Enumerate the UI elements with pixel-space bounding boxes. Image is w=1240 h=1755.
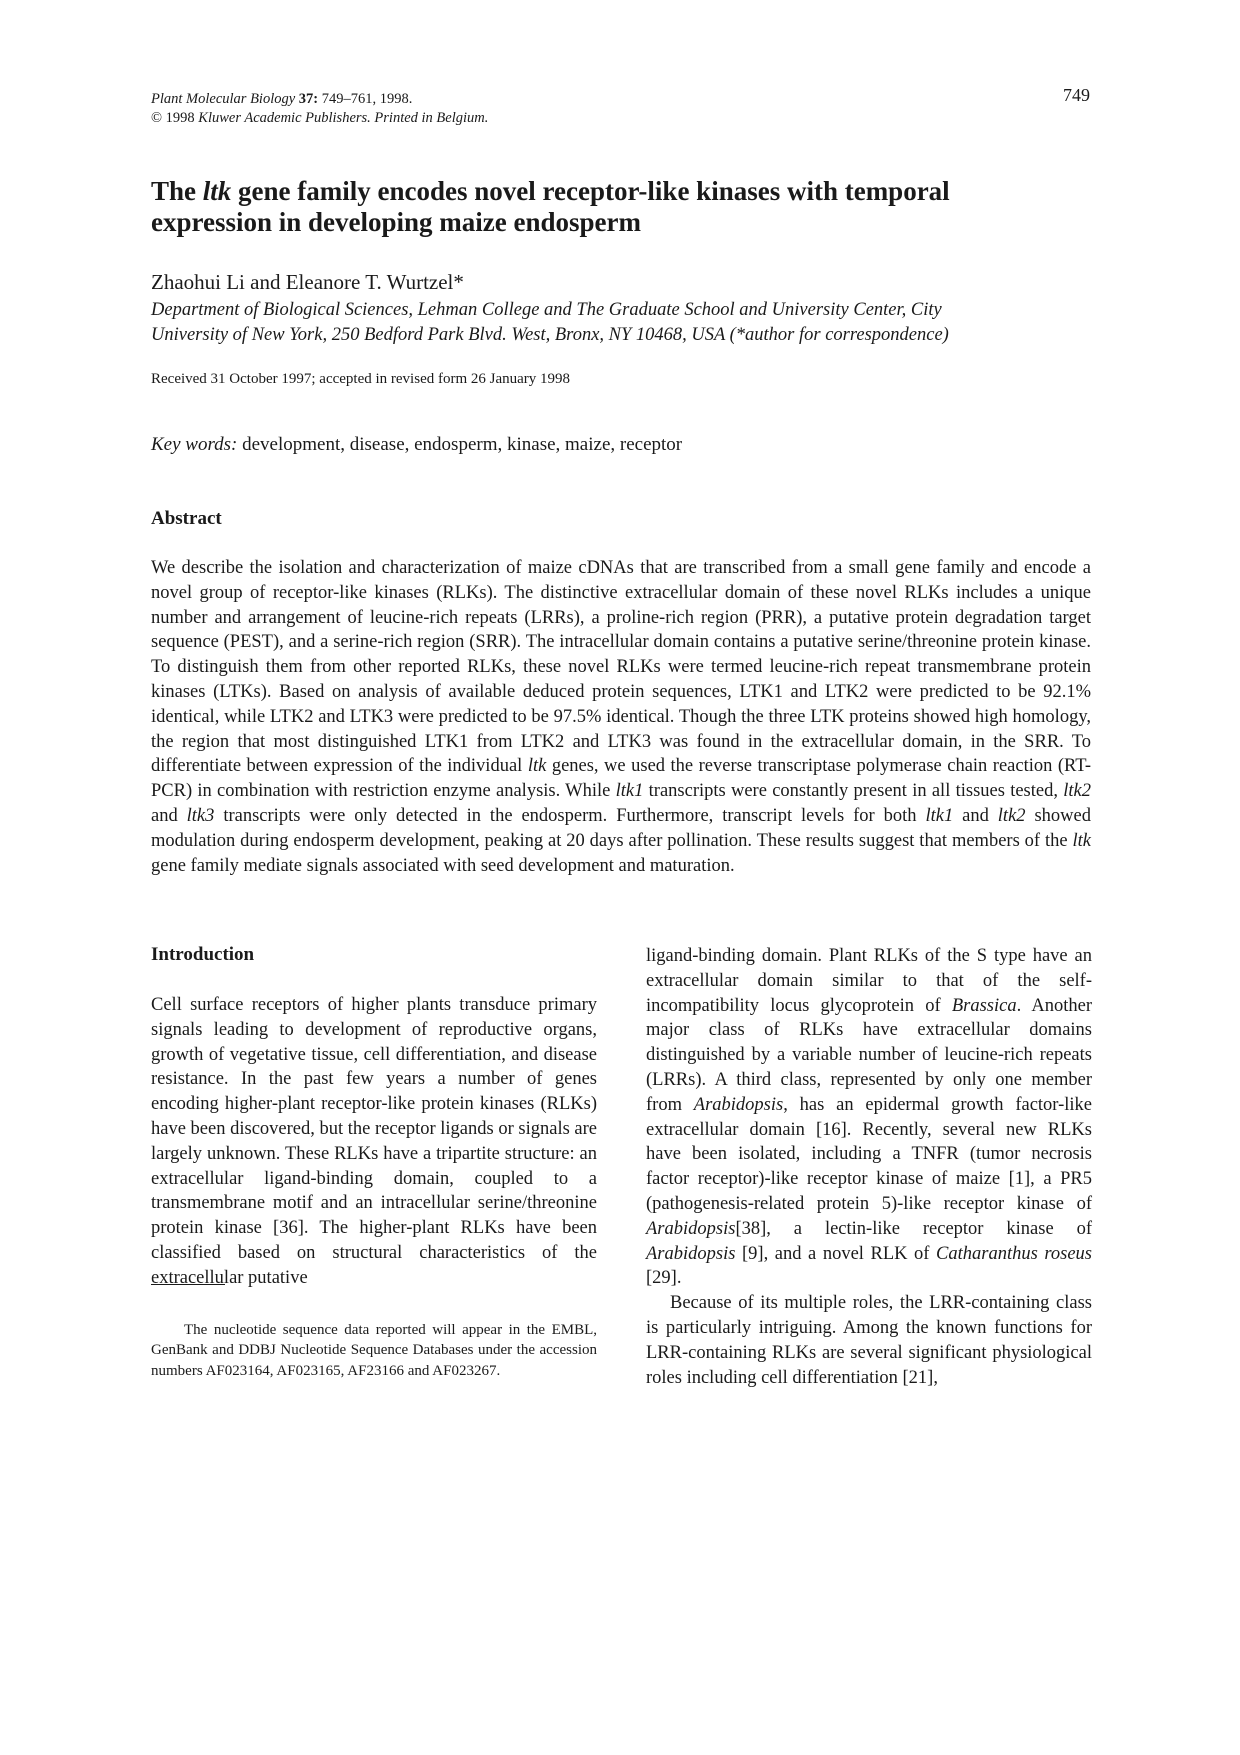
affiliation-line-1: Department of Biological Sciences, Lehman College and The Graduate School and University Center, City (151, 300, 942, 320)
title-line1-rest: gene family encodes novel receptor-like kinases with temporal (238, 176, 950, 206)
intro-paragraph-1-cont: ligand-binding domain. Plant RLKs of the S type have an extracellular domain similar to that of the self-incompatibility locus glycoprotein of Brassica. Another major class of RLKs have extracellular domains distinguished by a variable number of leucine-rich repeats (LRRs). A third class, represented by only one member from Arabidopsis, has an epidermal growth factor-like extracellular domain [16]. Recently, several new RLKs have been isolated, including a TNFR (tumor necrosis factor receptor)-like receptor kinase of maize [1], a PR5 (pathogenesis-related protein 5)-like receptor kinase of Arabidopsis[38], a lectin-like receptor kinase of Arabidopsis [9], and a novel RLK of Catharanthus roseus [29]. (646, 946, 1093, 1289)
introduction-heading: Introduction (151, 944, 255, 965)
journal-name: Plant Molecular Biology (151, 91, 296, 107)
abstract-heading: Abstract (151, 508, 222, 529)
journal-volume: 37: (298, 91, 319, 107)
page-number: 749 (1063, 85, 1090, 105)
paper-title (151, 176, 1091, 238)
footnote-rule (151, 1284, 225, 1285)
title-line-2: expression in developing maize endosperm (151, 207, 642, 237)
affiliation (151, 298, 1096, 348)
journal-citation (151, 90, 488, 128)
introduction-left-column (151, 993, 597, 1291)
publisher: Kluwer Academic Publishers. Printed in Belgium. (198, 110, 489, 126)
copyright-symbol: © (151, 110, 163, 126)
title-prefix: The (151, 176, 197, 206)
intro-paragraph-1: Cell surface receptors of higher plants transduce primary signals leading to development of reproductive organs, growth of vegetative tissue, cell differentiation, and disease resistance. In the past few years a number of genes encoding higher-plant receptor-like protein kinases (RLKs) have been discovered, but the receptor ligands or signals are largely unknown. These RLKs have a tripartite structure: an extracellular ligand-binding domain, coupled to a transmembrane motif and an intracellular serine/threonine protein kinase [36]. The higher-plant RLKs have been classified based on structural characteristics of the extracellular putative (151, 995, 597, 1288)
copyright-year: 1998 (165, 110, 195, 126)
copyright-line (151, 109, 488, 128)
abstract-paragraph: We describe the isolation and characterization of maize cDNAs that are transcribed from a small gene family and encode a novel group of receptor-like kinases (RLKs). The distinctive extracellular domain of these novel RLKs includes a unique number and arrangement of leucine-rich repeats (LRRs), a proline-rich region (PRR), a putative protein degradation target sequence (PEST), and a serine-rich region (SRR). The intracellular domain contains a putative serine/threonine protein kinase. To distinguish them from other reported RLKs, these novel RLKs were termed leucine-rich repeat transmembrane protein kinases (LTKs). Based on analysis of available deduced protein sequences, LTK1 and LTK2 were predicted to be 92.1% identical, while LTK2 and LTK3 were predicted to be 97.5% identical. Though the three LTK proteins showed high homology, the region that most distinguished LTK1 from LTK2 and LTK3 was found in the extracellular domain, in the SRR. To differentiate between expression of the individual ltk genes, we used the reverse transcriptase polymerase chain reaction (RT-PCR) in combination with restriction enzyme analysis. While ltk1 transcripts were constantly present in all tissues tested, ltk2 and ltk3 transcripts were only detected in the endosperm. Furthermore, transcript levels for both ltk1 and ltk2 showed modulation during endosperm development, peaking at 20 days after pollination. These results suggest that members of the ltk gene family mediate signals associated with seed development and maturation. (151, 558, 1092, 876)
affiliation-line-2: University of New York, 250 Bedford Park Blvd. West, Bronx, NY 10468, USA (*author for correspondence) (151, 325, 949, 345)
journal-line (151, 90, 488, 109)
abstract-body (151, 556, 1091, 878)
intro-paragraph-2: Because of its multiple roles, the LRR-containing class is particularly intriguing. Among the known functions for LRR-containing RLKs are several significant physiological roles including cell differentiation [21], (646, 1293, 1092, 1388)
introduction-right-column (646, 944, 1092, 1390)
title-gene: ltk (202, 176, 232, 206)
title-line-1 (151, 176, 1091, 207)
footnote (151, 1320, 597, 1381)
keywords-label: Key words: (151, 434, 238, 455)
received-dates: Received 31 October 1997; accepted in revised form 26 January 1998 (151, 371, 571, 387)
keywords (151, 434, 682, 456)
footnote-text: The nucleotide sequence data reported will appear in the EMBL, GenBank and DDBJ Nucleotide Sequence Databases under the accession numbers AF023164, AF023165, AF23166 and AF023267. (151, 1322, 597, 1379)
authors: Zhaohui Li and Eleanore T. Wurtzel* (151, 270, 464, 294)
journal-pages: 749–761, 1998. (321, 91, 413, 107)
keywords-list: development, disease, endosperm, kinase, maize, receptor (242, 434, 683, 455)
